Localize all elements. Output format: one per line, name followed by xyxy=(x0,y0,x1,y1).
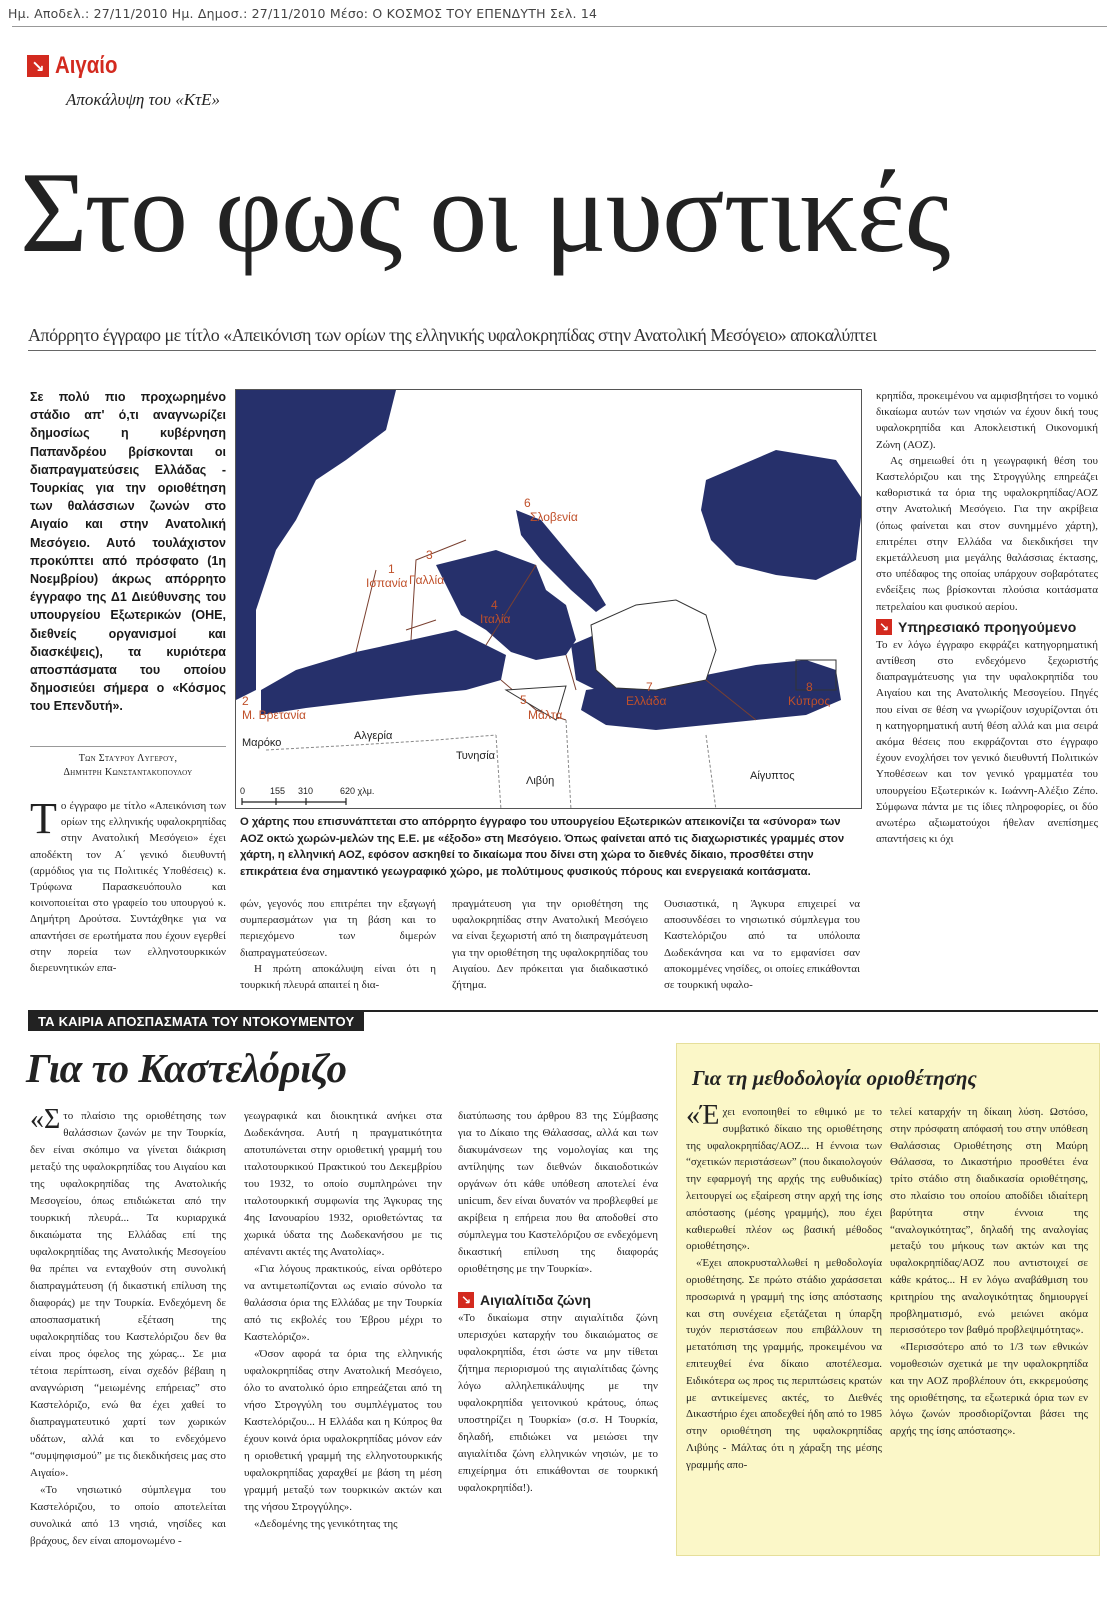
map-num-8: 8 xyxy=(806,680,813,694)
map-num-2: 2 xyxy=(242,694,249,708)
body-col-4-text: Ουσιαστικά, η Άγκυρα επιχειρεί να αποσυνδέσει το νησιωτικό σύμπλεγμα του Καστελόριζου από τα υπόλοιπα Δωδεκάνησα και να το εμφανίσει σαν αποκομμένες νησίδες, οι οποίες επικάθονται σε τουρκική υφαλο- xyxy=(664,898,860,992)
map-num-6: 6 xyxy=(524,496,531,510)
kastel-col-1-p2: «Το νησιωτικό σύμπλεγμα του Καστελόριζου, το οποίο αποτελείται συνολικά από 13 νησιά, νησίδες και βράχους, δεν είναι απομονωμένο - xyxy=(30,1484,226,1547)
subhead-precedent-text: Υπηρεσιακό προηγούμενο xyxy=(898,618,1077,635)
map-label-spain: Ισπανία xyxy=(366,576,408,590)
body-col-1 xyxy=(30,798,226,993)
kastel-col-3 xyxy=(458,1108,658,1596)
map-label-malta: Μάλτα xyxy=(528,708,563,722)
kastel-col-2-p1: γεωγραφικά και διοικητικά ανήκει στα Δωδεκάνησα. Αυτή η πραγματικότητα αποτυπώνεται στην οριοθετική γραμμή του ιταλοτουρκικού Πρακτικού του Δεκεμβρίου του 1932, το οποίο συμπληρώνει την ιταλοτουρκική συμφωνία της Άγκυρας της 4ης Ιανουαρίου 1932, οριοθετώντας τα χωρικά ύδατα της Δωδεκανήσου με τις απέναντι ακτές της Ανατολίας». xyxy=(244,1110,442,1258)
body-col-2-p1: φών, γεγονός που επιτρέπει την εξαγωγή συμπερασμάτων για τη βάση και το περιεχόμενο των διμερών διαπραγματεύσεων. xyxy=(240,898,436,959)
method-col-2-p1: τελεί καταρχήν τη δίκαιη λύση. Ωστόσο, στην πρόσφατη απόφασή του στην υπόθεση Θαλάσσιας Οριοθέτησης στη Μαύρη Θάλασσα, το Δικαστήριο προσθέτει ένα τρίτο στάδιο στη διαδικασία οριοθέτησης, στο πλαίσιο του οποίου αποδίδει ιδιαίτερη βαρύτητα στην έννοια της “αναλογικότητας”, δηλαδή της αναλογίας μεταξύ του μήκους των ακτών και της υφαλοκρηπίδας/ΑΟΖ που αντιστοιχεί σε κάθε κράτος... Η εν λόγω αναβάθμιση του κριτηρίου της αναλογικότητας δημιουργεί προβληματισμό, ενώ μειώνει ακόμα περισσότερο τον βαθμό προβλεψιμότητας». xyxy=(890,1106,1088,1337)
body-col-5-p2: Ας σημειωθεί ότι η γεωγραφική θέση του Καστελόριζου και της Στρογγύλης επηρεάζει καθοριστικά τα όρια της υφαλοκρηπίδας/ΑΟΖ στην Ανατολική Μεσόγειο. Για την ακρίβεια (όπως φαίνεται και στον συνημμένο χάρτη), επιτρέπει στην Ελλάδα να διεκδικήσει την εκμετάλλευση μια μεγάλης θαλάσσιας έκτασης, στο υπέδαφος της οποίας υπάρχουν σοβαρότατες ενδείξεις πως βρίσκονται πλούσια κοιτάσματα πετρελαίου και φυσικού αερίου. xyxy=(876,454,1098,613)
section-label xyxy=(27,52,128,80)
map-label-libya: Λιβύη xyxy=(526,775,555,787)
kastel-col-3-p2: «Το δικαίωμα στην αιγιαλίτιδα ζώνη υπερισχύει καταρχήν του δικαιώματος σε υφαλοκρηπίδα, έτσι ώστε να μην τίθεται ζήτημα περιορισμού της αιγιαλίτιδας ζώνης λόγω αλληλεπικάλυψης με την υφαλοκρηπίδα γειτονικού κράτους, όπως υποστηρίζει η Τουρκία» (σ.σ. Η Τουρκία, δηλαδή, επιδιώκει να μειώσει την αιγιαλίτιδα ζώνη ελληνικών νησιών, με το επιχείρημα ότι επικάθονται σε τουρκική υφαλοκρηπίδα!). xyxy=(458,1312,658,1494)
body-col-3-text: πραγμάτευση για την οριοθέτηση της υφαλοκρηπίδας στην Ανατολική Μεσόγειο να είναι ξεχωριστή από τη διαπραγμάτευση για την οριοθέτηση της υφαλοκρηπίδας του Αιγαίου. Δεν πρόκειται για διαδικαστικό ζήτημα. xyxy=(452,898,648,992)
scale-620: 620 χλμ. xyxy=(340,786,375,796)
byline xyxy=(30,752,226,780)
excerpts-band: ΤΑ ΚΑΙΡΙΑ ΑΠΟΣΠΑΣΜΑΤΑ ΤΟΥ ΝΤΟΚΟΥΜΕΝΤΟΥ xyxy=(28,1012,364,1031)
method-col-2-p2: «Περισσότερο από το 1/3 των εθνικών νομοθεσιών σχετικά με την υφαλοκρηπίδα και την ΑΟΖ προβλέπουν ότι, εκκρεμούσης της οριοθέτησης, τα εξωτερικά όρια των εν λόγω ζωνών προσδιορίζονται βάσει της αρχής της ίσης απόστασης». xyxy=(890,1341,1088,1438)
map-label-egypt: Αίγυπτος xyxy=(750,770,795,782)
kastel-col-2-p3: «Όσον αφορά τα όρια της ελληνικής υφαλοκρηπίδας στην Ανατολική Μεσόγειο, όλο το ανατολικό όριο επηρεάζεται από τη νήσο Στρογγύλη του συμπλέγματος του Καστελόριζου... Η Ελλάδα και η Κύπρος θα έχουν κοινά όρια υφαλοκρηπίδας μόνον εάν η οριοθετική γραμμή της ελληνοτουρκικής υφαλοκρηπίδας χαραχθεί με βάση τη μέση γραμμή μεταξύ των τουρκικών ακτών και της νήσου Στρογγύλης». xyxy=(244,1348,442,1513)
body-col-5-p1: κρηπίδα, προκειμένου να αμφισβητήσει το νομικό δικαίωμα αυτών των νησιών να έχουν δική τους υφαλοκρηπίδα και Αποκλειστική Οικονομική Ζώνη (ΑΟΖ). xyxy=(876,390,1098,451)
byline-author-1: Των Σταύρου Λυγερού, xyxy=(78,753,178,764)
map-label-italy: Ιταλία xyxy=(480,612,511,626)
clipping-header: Ημ. Αποδελ.: 27/11/2010 Ημ. Δημοσ.: 27/11/2010 Μέσο: Ο ΚΟΣΜΟΣ ΤΟΥ ΕΠΕΝΔΥΤΗ Σελ. 14 xyxy=(8,6,598,21)
map-num-5: 5 xyxy=(520,693,527,707)
header-rule xyxy=(12,26,1107,27)
arrow-icon: ↘ xyxy=(876,619,892,635)
subhead-territorial-text: Αιγιαλίτιδα ζώνη xyxy=(480,1292,591,1308)
kastel-col-2-p4: «Δεδομένης της γενικότητας της xyxy=(254,1518,398,1530)
arrow-icon: ↘ xyxy=(458,1292,474,1308)
map-label-morocco: Μαρόκο xyxy=(242,737,282,749)
map-num-7: 7 xyxy=(646,680,653,694)
map-num-3: 3 xyxy=(426,548,433,562)
byline-author-2: Δημήτρη Κωνσταντακόπουλου xyxy=(63,767,193,778)
headline: Στο φως οι μυστικές xyxy=(20,149,950,277)
body-col-2-p2: Η πρώτη αποκάλυψη είναι ότι η τουρκική πλευρά απαιτεί η δια- xyxy=(240,962,436,992)
body-col-5 xyxy=(876,388,1098,994)
body-col-4 xyxy=(664,896,860,994)
body-col-5-p3: Το εν λόγω έγγραφο εκφράζει κατηγορηματική αντίθεση στο ενδεχόμενο ξεχωριστής διαπραγμάτευσης για την υφαλοκρηπίδα του Αιγαίου και της Ανατολικής Μεσογείου. Πηγές που είναι σε θέση να γνωρίζουν ισχυρίζονται ότι η κατηγορηματική αυτή θέση αλλά και μια σειρά ακόμα θέσεις που εκφράζονται στο έγγραφο έχουν ενοχλήσει τον γενικό διευθυντή Πολιτικών Υποθέσεων και τον γενικό γραμματέα του υπουργείου Εξωτερικών κ. Ιωάννη-Αλέξιο Ζέπο. Σύμφωνα πάντα με τις ίδιες πληροφορίες, οι δύο ανωτέρω αξιωματούχοι ήθελαν ανεπίσημες απαντήσεις κι όχι xyxy=(876,638,1098,846)
method-col-2 xyxy=(890,1104,1088,1550)
map-label-slovenia: Σλοβενία xyxy=(530,510,578,524)
body-col-2 xyxy=(240,896,436,994)
map-label-algeria: Αλγερία xyxy=(354,730,393,742)
kastel-col-2 xyxy=(244,1108,442,1596)
dropcap: Τ xyxy=(30,798,57,843)
quote-dropcap: «Έ xyxy=(686,1104,720,1131)
eez-map xyxy=(235,389,862,809)
map-label-uk: Μ. Βρετανία xyxy=(242,708,306,722)
map-num-4: 4 xyxy=(491,598,498,612)
map-label-france: Γαλλία xyxy=(409,573,445,587)
kastel-col-1-p1: το πλαίσιο της οριοθέτησης των θαλάσσιων ζωνών με την Τουρκία, δεν είναι σκόπιμο να γίνεται διάκριση μεταξύ της υφαλοκρηπίδας του Αιγαίου και της υφαλοκρηπίδας της Ανατολικής Μεσογείου, όπως επιδιώκεται από την τουρκική πλευρά... Τα κυριαρχικά δικαιώματα της Ελλάδας επί της υφαλοκρηπίδας της Ανατολικής Μεσογείου θα πρέπει να ενταχθούν στη συνολική διαπραγμάτευση (ή δικαστική επίλυση της διαφοράς) με την Τουρκία. Ενδεχόμενη δε αποσπασματική εξέταση της υφαλοκρηπίδας του Καστελόριζου δεν θα είναι προς όφελος της χώρας... Σε μια τέτοια περίπτωση, είναι σχεδόν βέβαιη η αναγνώριση “μειωμένης επήρειας” στο Καστελόριζο, ενώ θα έχει χαθεί το διαπραγματευτικό χαρτί των χωρικών υδάτων, αλλά και το ενδεχόμενο “συμψηφισμού” με τις διεκδικήσεις μας στο Αιγαίο». xyxy=(30,1110,226,1479)
map-graphic xyxy=(236,390,862,809)
deck-rule xyxy=(28,350,1096,351)
quote-dropcap: «Σ xyxy=(30,1108,61,1135)
map-label-tunisia: Τυνησία xyxy=(456,750,495,762)
map-caption: Ο χάρτης που επισυνάπτεται στο απόρρητο έγγραφο του υπουργείου Εξωτερικών απεικονίζει τα «σύνορα» των ΑΟΖ οκτώ χωρών-μελών της Ε.Ε. με «έξοδο» στη Μεσόγειο. Όπως φαίνεται από τις διαχωριστικές γραμμές στον χάρτη, η ελληνική ΑΟΖ, εφόσον ασκηθεί το δικαίωμα που δίνει στη χώρα το διεθνές δίκαιο, προσθέτει στην επικράτεια ένα σημαντικό γεωγραφικό χώρο, με πολύτιμους φυσικούς πόρους και ενεργειακά κοιτάσματα. xyxy=(240,816,845,878)
scale-0: 0 xyxy=(240,786,246,796)
subhead-territorial xyxy=(458,1292,658,1308)
deck: Απόρρητο έγγραφο με τίτλο «Απεικόνιση των ορίων της ελληνικής υφαλοκρηπίδας στην Ανατολική Μεσόγειο» αποκαλύπτει xyxy=(28,325,877,345)
kicker: Αποκάλυψη του «ΚτΕ» xyxy=(66,90,221,109)
kastel-col-3-p1: διατύπωσης του άρθρου 83 της Σύμβασης για το Δίκαιο της Θάλασσας, αλλά και των διακυμάνσεων της νομολογίας και της αντίληψης των διεθνών δικαιοδοτικών οργάνων ότι κάθε υπόθεση αποτελεί ένα unicum, δεν είναι δυνατόν να προβλεφθεί με ακρίβεια η επήρεια που θα αποδοθεί στο σύμπλεγμα του Καστελόριζου σε ενδεχόμενη δικαστική επίλυση της διαφοράς οριοθέτησης με την Τουρκία». xyxy=(458,1110,658,1275)
map-label-cyprus: Κύπρος xyxy=(788,694,831,708)
arrow-icon: ↘ xyxy=(27,55,49,77)
kastelorizo-title: Για το Καστελόριζο xyxy=(26,1045,347,1091)
byline-rule xyxy=(30,746,226,747)
kastel-col-2-p2: «Για λόγους πρακτικούς, είναι ορθότερο να αντιμετωπίζονται ως ενιαίο σύνολο τα θαλάσσια όρια της Ελλάδας με την Τουρκία από τις εκβολές του Έβρου μέχρι το Καστελόριζο». xyxy=(244,1263,442,1343)
method-col-1 xyxy=(686,1104,882,1550)
lead-paragraph: Σε πολύ πιο προχωρημένο στάδιο απ' ό,τι αναγνωρίζει δημοσίως η κυβέρνηση Παπανδρέου βρίσκονται οι διαπραγματεύσεις Ελλάδας - Τουρκίας για την οριοθέτηση των θαλάσσιων ζωνών στο Αιγαίο και στην Ανατολική Μεσόγειο. Αυτό τουλάχιστον προκύπτει από πρόσφατο (1η Νοεμβρίου) άκρως απόρρητο έγγραφο της Δ1 Διεύθυνσης του υπουργείου Εξωτερικών (ΟΗΕ, διεθνείς οργανισμοί και διασκέψεις), τα κυριότερα αποσπάσματα του οποίου δημοσιεύει σήμερα ο «Κόσμος του Επενδυτή». xyxy=(30,390,226,714)
subhead-precedent xyxy=(876,619,1098,635)
map-num-1: 1 xyxy=(388,562,395,576)
method-col-1-p1: χει ενοποιηθεί το εθιμικό με το συμβατικό δίκαιο της οριοθέτησης της υφαλοκρηπίδας/ΑΟΖ... Η έννοια των “σχετικών περιστάσεων” (που δικαιολογούν την εφαρμογή της αρχής της ευθυδικίας) λειτουργεί ως εξαίρεση στην αρχή της ίσης απόστασης (μέσης γραμμής), που έχει καθιερωθεί πλέον ως βασική μέθοδος οριοθέτησης». xyxy=(686,1106,882,1253)
body-col-1-text: ο έγγραφο με τίτλο «Απεικόνιση των ορίων της ελληνικής υφαλοκρηπίδας στην Ανατολική Μεσόγειο» έχει αποδέκτη τον Α΄ γενικό διευθυντή (αρμόδιος για τις Πολιτικές Υποθέσεις) κ. Τρύφωνα Παρασκευόπουλο και κοινοποιείται στο γραφείο του υπουργού κ. Δημήτρη Δρούτσα. Συντάχθηκε για να απαντήσει σε ερωτήματα που έχουν εγερθεί στην πορεία των ελληνοτουρκικών διερευνητικών επα- xyxy=(30,800,226,975)
scale-310: 310 xyxy=(298,786,314,796)
section-name: Αιγαίο xyxy=(55,52,118,79)
map-label-greece: Ελλάδα xyxy=(626,694,667,708)
kastel-col-1 xyxy=(30,1108,226,1596)
method-col-1-p2: «Έχει αποκρυσταλλωθεί η μεθοδολογία οριοθέτησης. Σε πρώτο στάδιο χαράσσεται προσωρινά η γραμμή της ίσης απόστασης και στη συνέχεια εξετάζεται η ύπαρξη τυχόν περιστάσεων που επιβάλλουν τη μετατόπιση της γραμμής, προκειμένου να επιτευχθεί ένα δίκαιο αποτέλεσμα. Ειδικότερα ως προς τις περιπτώσεις κρατών με αντικείμενες ακτές, το Διεθνές Δικαστήριο έχει αποδεχθεί ήδη από το 1985 στην οριοθέτηση της υφαλοκρηπίδας Λιβύης - Μάλτας ότι η χάραξη της μέσης γραμμής απο- xyxy=(686,1257,882,1471)
methodology-title: Για τη μεθοδολογία οριοθέτησης xyxy=(692,1066,977,1090)
body-col-3 xyxy=(452,896,648,994)
scale-155: 155 xyxy=(270,786,286,796)
